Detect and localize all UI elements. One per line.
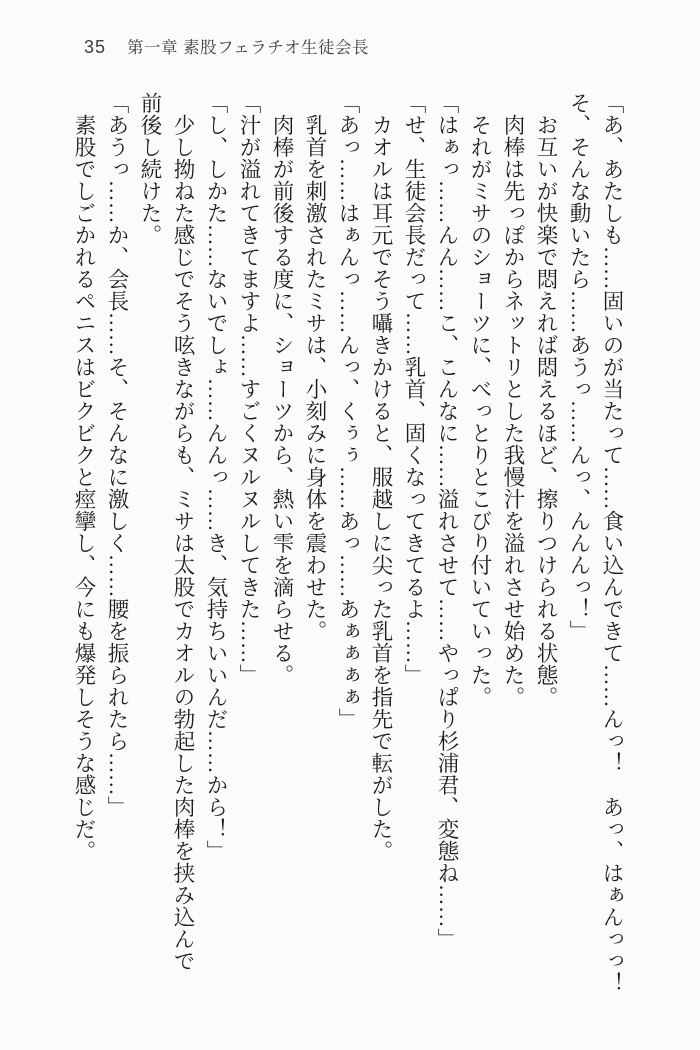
text-line: 素股でしごかれるペニスはビクビクと痙攣し、今にも爆発しそうな感じだ。 <box>72 114 96 862</box>
text-line: カオルは耳元でそう囁きかけると、服越しに尖った乳首を指先で転がした。 <box>369 114 393 862</box>
text-line: 「汁が溢れてきてますよ……すごくヌルヌルしてきた……」 <box>237 92 261 686</box>
text-line: 肉棒は先っぽからネットリとした我慢汁を溢れさせ始めた。 <box>501 114 525 708</box>
text-line: それがミサのショーツに、べっとりとこびり付いていった。 <box>468 114 492 708</box>
body-text <box>66 92 628 1037</box>
text-line: お互いが快楽で悶えれば悶えるほど、擦りつけられる状態。 <box>534 114 558 708</box>
page-number: 35 <box>84 37 107 57</box>
chapter-title: 第一章 素股フェラチオ生徒会長 <box>127 39 369 57</box>
text-line: そ、そんな動いたら……あうっ……んっ、んんんっ！」 <box>567 92 591 642</box>
text-line: 「はぁっ……んん……こ、こんなに……溢れさせて……やっぱり杉浦君、変態ね……」 <box>435 92 459 950</box>
text-line: 前後し続けた。 <box>138 92 162 246</box>
text-line: 肉棒が前後する度に、ショーツから、熱い雫を滴らせる。 <box>270 114 294 686</box>
text-line: 「し、しかた……ないでしょ……んんっ……き、気持ちいいんだ……から！」 <box>204 92 228 862</box>
running-header <box>84 34 369 58</box>
text-line: 「あ、あたしも……固いのが当たって……食い込んできて……んっ！ あっ、はぁんっっ！ <box>600 92 624 994</box>
text-line: 「あっ……はぁんっ……んっ、くぅぅ……あっ……あぁぁぁぁ」 <box>336 92 360 730</box>
text-line: 少し拗ねた感じでそう呟きながらも、ミサは太股でカオルの勃起した肉棒を挟み込んで <box>171 114 195 972</box>
text-line: 「せ、生徒会長だって……乳首、固くなってきてるよ……」 <box>402 92 426 686</box>
text-line: 「あうっ……か、会長……そ、そんなに激しく……腰を振られたら……」 <box>105 92 129 818</box>
text-line: 乳首を刺激されたミサは、小刻みに身体を震わせた。 <box>303 114 327 642</box>
